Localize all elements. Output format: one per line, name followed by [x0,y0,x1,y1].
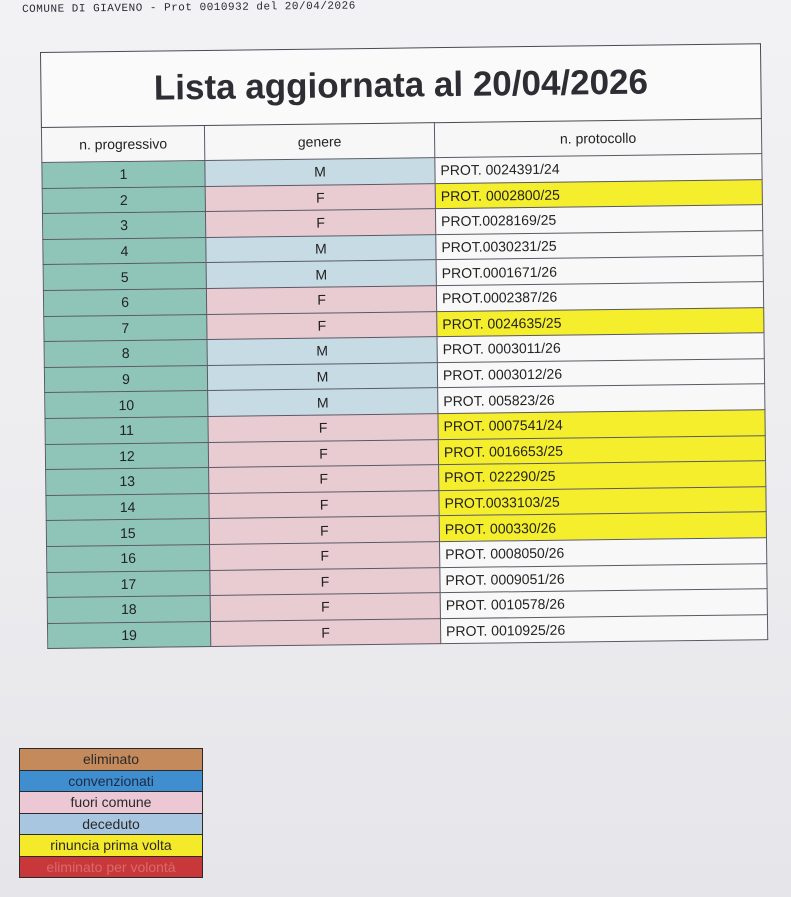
cell-protocollo: PROT. 0010925/26 [440,614,767,644]
cell-progressivo: 14 [46,493,209,521]
list-sheet [40,43,768,649]
cell-genere: M [207,337,437,365]
cell-genere: M [206,260,436,288]
cell-protocollo: PROT.0002387/26 [436,282,763,312]
cell-genere: F [208,439,438,467]
cell-genere: M [206,234,436,262]
cell-progressivo: 13 [46,468,209,496]
cell-protocollo: PROT.0001671/26 [436,256,763,286]
cell-genere: F [210,567,440,595]
table-title: Lista aggiornata al 20/04/2026 [41,44,762,128]
cell-genere: F [205,183,435,211]
legend-item: eliminato [20,749,202,771]
cell-protocollo: PROT. 0024391/24 [435,154,762,184]
legend-item: deceduto [20,814,202,836]
cell-protocollo: PROT.0030231/25 [436,230,763,260]
cell-genere: F [205,209,435,237]
cell-genere: M [205,158,435,186]
cell-protocollo: PROT.0033103/25 [439,486,766,516]
cell-progressivo: 15 [46,519,209,547]
cell-progressivo: 9 [44,365,207,393]
table-body [42,154,768,649]
column-header-genere: genere [204,123,434,161]
cell-protocollo: PROT. 005823/26 [438,384,765,414]
cell-progressivo: 11 [45,416,208,444]
color-legend [19,748,203,878]
cell-protocollo: PROT. 0024635/25 [437,307,764,337]
cell-genere: F [210,593,440,621]
list-table [40,43,768,649]
cell-protocollo: PROT. 0009051/26 [440,563,767,593]
cell-progressivo: 12 [45,442,208,470]
cell-progressivo: 3 [42,212,205,240]
cell-protocollo: PROT. 000330/26 [439,512,766,542]
legend-item: fuori comune [20,792,202,814]
cell-genere: F [209,490,439,518]
cell-genere: F [206,286,436,314]
cell-protocollo: PROT. 0010578/26 [440,589,767,619]
cell-progressivo: 19 [47,621,210,649]
cell-progressivo: 18 [47,596,210,624]
cell-protocollo: PROT. 0003012/26 [437,358,764,388]
column-header-protocollo: n. protocollo [434,119,761,158]
cell-genere: M [207,362,437,390]
cell-genere: F [209,465,439,493]
legend-item: convenzionati [20,771,202,793]
cell-genere: F [210,542,440,570]
legend-item: eliminato per volontà [20,857,202,878]
cell-progressivo: 1 [42,160,205,188]
cell-progressivo: 4 [43,237,206,265]
cell-protocollo: PROT. 0003011/26 [437,333,764,363]
cell-protocollo: PROT. 0008050/26 [440,538,767,568]
cell-protocollo: PROT.0028169/25 [435,205,762,235]
cell-genere: M [208,388,438,416]
cell-progressivo: 10 [45,391,208,419]
cell-progressivo: 16 [47,544,210,572]
cell-progressivo: 7 [44,314,207,342]
cell-protocollo: PROT. 0007541/24 [438,410,765,440]
protocol-header: COMUNE DI GIAVENO - Prot 0010932 del 20/04/2026 [22,0,356,16]
cell-progressivo: 2 [42,186,205,214]
cell-genere: F [209,516,439,544]
cell-protocollo: PROT. 0002800/25 [435,179,762,209]
cell-protocollo: PROT. 022290/25 [439,461,766,491]
cell-genere: F [208,414,438,442]
cell-protocollo: PROT. 0016653/25 [438,435,765,465]
cell-genere: F [210,618,440,646]
cell-progressivo: 6 [43,288,206,316]
legend-item: rinuncia prima volta [20,835,202,857]
cell-progressivo: 17 [47,570,210,598]
cell-progressivo: 5 [43,263,206,291]
cell-genere: F [207,311,437,339]
column-header-progressivo: n. progressivo [41,125,204,162]
cell-progressivo: 8 [44,340,207,368]
